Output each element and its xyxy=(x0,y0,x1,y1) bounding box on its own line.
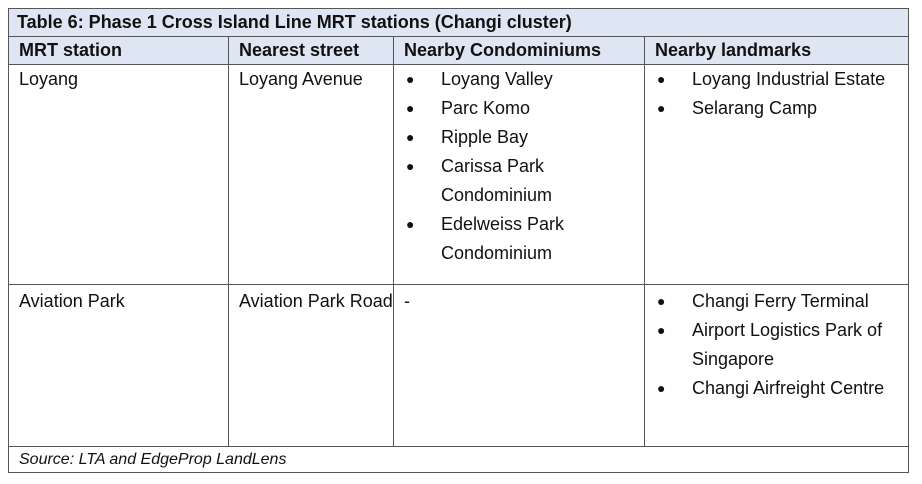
street-cell xyxy=(229,285,394,446)
landmarks-cell xyxy=(645,285,908,446)
list-item: ● Loyang Industrial Estate xyxy=(655,65,908,94)
station-name: Loyang xyxy=(19,69,79,89)
table-header-row xyxy=(9,37,908,65)
condos-cell xyxy=(394,65,645,284)
station-cell xyxy=(9,65,229,284)
station-cell xyxy=(9,285,229,446)
condos-none: - xyxy=(404,291,410,311)
data-table xyxy=(8,8,909,473)
list-item: ● Carissa Park Condominium xyxy=(404,152,644,210)
header-mrt-station: MRT station xyxy=(9,37,229,64)
landmark-list xyxy=(655,285,908,403)
table-source-note: Source: LTA and EdgeProp LandLens xyxy=(19,451,287,468)
condo-list xyxy=(404,65,644,268)
list-item: ● Airport Logistics Park of Singapore xyxy=(655,316,908,374)
street-cell xyxy=(229,65,394,284)
list-item: ● Edelweiss Park Condominium xyxy=(404,210,644,268)
landmarks-cell xyxy=(645,65,908,284)
list-item: ● Parc Komo xyxy=(404,94,644,123)
list-item: ● Ripple Bay xyxy=(404,123,644,152)
header-nearby-landmarks: Nearby landmarks xyxy=(655,40,812,60)
list-item: ● Changi Ferry Terminal xyxy=(655,287,908,316)
street-name: Loyang Avenue xyxy=(239,69,363,89)
list-item: ● Selarang Camp xyxy=(655,94,908,123)
list-item: ● Loyang Valley xyxy=(404,65,644,94)
header-nearest-street: Nearest street xyxy=(229,37,394,64)
table-title: Table 6: Phase 1 Cross Island Line MRT stations (Changi cluster) xyxy=(9,9,908,37)
header-nearby-condominiums: Nearby Condominiums xyxy=(394,37,645,64)
landmark-list xyxy=(655,65,908,123)
station-name: Aviation Park xyxy=(19,291,125,311)
table-row xyxy=(9,285,908,447)
list-item: ● Changi Airfreight Centre xyxy=(655,374,908,403)
table-row xyxy=(9,65,908,285)
condos-cell xyxy=(394,285,645,446)
street-name: Aviation Park Road xyxy=(239,291,393,311)
